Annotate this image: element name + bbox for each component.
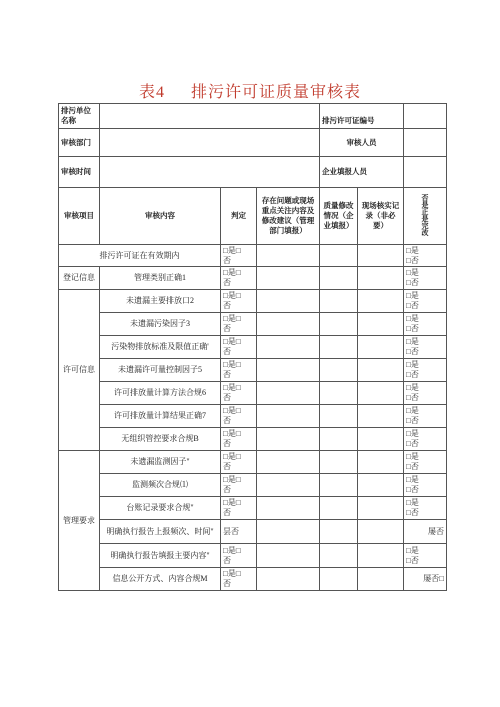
judgement-cell xyxy=(221,405,257,428)
row-content: 监测频次合规⑴ xyxy=(100,474,221,497)
quality-cell[interactable] xyxy=(320,544,358,568)
judgement-cell xyxy=(221,568,257,591)
auditor-value[interactable] xyxy=(404,129,447,157)
judgement-cell xyxy=(221,382,257,405)
quality-cell[interactable] xyxy=(320,382,358,405)
rectify-no-option[interactable]: □否 xyxy=(406,416,419,425)
header-row-unit xyxy=(59,104,447,129)
table-row xyxy=(59,544,447,568)
quality-cell[interactable] xyxy=(320,497,358,520)
judge-no-option[interactable]: 否 xyxy=(223,324,231,333)
table-row xyxy=(59,245,447,267)
filler-value[interactable] xyxy=(404,157,447,188)
col-judgement: 判定 xyxy=(221,188,257,245)
quality-cell[interactable] xyxy=(320,336,358,359)
row-content: 污染物排放标准及限值正确' xyxy=(100,336,221,359)
rectify-no-option[interactable]: □否 xyxy=(406,508,419,517)
judge-no-option[interactable]: 否 xyxy=(223,347,231,356)
quality-cell[interactable] xyxy=(320,428,358,451)
rectify-no-option[interactable]: □否 xyxy=(406,370,419,379)
rectify-no-option[interactable]: □否 xyxy=(406,393,419,402)
verify-cell[interactable] xyxy=(358,474,404,497)
quality-cell[interactable] xyxy=(320,451,358,474)
table-row xyxy=(59,382,447,405)
verify-cell[interactable] xyxy=(358,313,404,336)
dept-label: 审核部门 xyxy=(59,129,100,157)
document-title xyxy=(0,79,500,102)
unit-label: 排污单位名称 xyxy=(59,104,100,129)
issues-cell[interactable] xyxy=(257,474,320,497)
judge-no-option[interactable]: 否 xyxy=(223,278,231,287)
column-header-row xyxy=(59,188,447,245)
header-row-dept xyxy=(59,129,447,157)
verify-cell[interactable] xyxy=(358,568,404,591)
judge-no-option[interactable]: 否 xyxy=(223,370,231,379)
judge-yes-option[interactable]: □是□ xyxy=(223,475,241,484)
row-content: 明确执行报告填报主要内容" xyxy=(100,544,221,568)
rectify-cell xyxy=(404,451,447,474)
judgement-cell xyxy=(221,245,257,267)
judgement-cell xyxy=(221,428,257,451)
row-content: 管理类别正确1 xyxy=(100,267,221,290)
judge-yes-option[interactable]: □是□ xyxy=(223,406,241,415)
rectify-cell xyxy=(404,544,447,568)
col-quality: 质量修改情况（企业填报） xyxy=(320,188,358,245)
judge-yes-option[interactable]: □是□ xyxy=(223,545,241,555)
quality-cell[interactable] xyxy=(320,405,358,428)
judge-yes-option[interactable]: □是□ xyxy=(223,337,241,346)
rectify-cell xyxy=(404,568,447,591)
judge-no-option[interactable]: 否 xyxy=(223,485,231,494)
time-label: 审核时间 xyxy=(59,157,100,188)
judgement-cell xyxy=(221,313,257,336)
rectify-no-option[interactable]: □否 xyxy=(406,324,419,333)
rectify-text[interactable]: 屡否□ xyxy=(423,574,445,583)
judgement-cell xyxy=(221,290,257,313)
quality-cell[interactable] xyxy=(320,290,358,313)
rectify-yes-option[interactable]: □是 xyxy=(406,314,419,323)
permit-no-label: 排污许可证编号 xyxy=(320,104,404,129)
unit-value[interactable] xyxy=(100,104,320,129)
col-issues: 存在问题或现场重点关注内容及修改建议（管理部门填报） xyxy=(257,188,320,245)
issues-cell[interactable] xyxy=(257,497,320,520)
judge-yes-option[interactable]: □是□ xyxy=(223,429,241,438)
rectify-yes-option[interactable]: □是 xyxy=(406,475,419,484)
judge-no-option[interactable]: 否 xyxy=(223,393,231,402)
verify-cell[interactable] xyxy=(358,428,404,451)
judge-yes-option[interactable]: □是□ xyxy=(223,498,241,507)
table-row xyxy=(59,267,447,290)
judgement-cell xyxy=(221,474,257,497)
row-content: 许可排放量计算结果正确7 xyxy=(100,405,221,428)
rectify-cell xyxy=(404,245,447,267)
row-content: 未遗漏污染因子3 xyxy=(100,313,221,336)
quality-cell[interactable] xyxy=(320,267,358,290)
rectify-yes-option[interactable]: □是 xyxy=(406,452,419,461)
verify-cell[interactable] xyxy=(358,359,404,382)
quality-cell[interactable] xyxy=(320,568,358,591)
issues-cell[interactable] xyxy=(257,568,320,591)
row-content: 排污许可证在有效期内 xyxy=(59,245,221,267)
time-value[interactable] xyxy=(100,157,320,188)
quality-cell[interactable] xyxy=(320,520,358,544)
rectify-no-option[interactable]: □否 xyxy=(406,347,419,356)
table-row xyxy=(59,290,447,313)
verify-cell[interactable] xyxy=(358,267,404,290)
quality-cell[interactable] xyxy=(320,474,358,497)
table-row xyxy=(59,568,447,591)
verify-cell[interactable] xyxy=(358,245,404,267)
issues-cell[interactable] xyxy=(257,405,320,428)
rectify-cell xyxy=(404,520,447,544)
rectify-no-option[interactable]: □否 xyxy=(406,485,419,494)
table-row xyxy=(59,474,447,497)
judgement-cell xyxy=(221,336,257,359)
rectify-no-option[interactable]: □否 xyxy=(406,439,419,448)
row-content: 明确执行报告上报频次、时间" xyxy=(100,520,221,544)
row-content: 无组织管控要求合规B xyxy=(100,428,221,451)
rectify-yes-option[interactable]: □是 xyxy=(406,360,419,369)
judgement-cell xyxy=(221,497,257,520)
judge-yes-option[interactable]: □是□ xyxy=(223,360,241,369)
verify-cell[interactable] xyxy=(358,451,404,474)
auditor-label: 审核人员 xyxy=(320,129,404,157)
rectify-no-option[interactable]: □否 xyxy=(406,462,419,471)
rectify-no-option[interactable]: □否 xyxy=(406,255,419,265)
dept-value[interactable] xyxy=(100,129,320,157)
judge-no-option[interactable]: 否 xyxy=(223,416,231,425)
issues-cell[interactable] xyxy=(257,382,320,405)
rectify-yes-option[interactable]: □是 xyxy=(406,429,419,438)
judgement-cell xyxy=(221,359,257,382)
issues-cell[interactable] xyxy=(257,290,320,313)
rectify-cell xyxy=(404,497,447,520)
row-content: 许可排放量计算方法合规6 xyxy=(100,382,221,405)
rectify-yes-option[interactable]: □是 xyxy=(406,498,419,507)
issues-cell[interactable] xyxy=(257,520,320,544)
row-group-label: 登记信息 xyxy=(59,267,100,290)
rectify-yes-option[interactable]: □是 xyxy=(406,383,419,392)
table-row xyxy=(59,520,447,544)
col-verify: 现场核实记录（非必要） xyxy=(358,188,404,245)
issues-cell[interactable] xyxy=(257,359,320,382)
verify-cell[interactable] xyxy=(358,520,404,544)
judge-yes-option[interactable]: □是□ xyxy=(223,314,241,323)
judge-no-option[interactable]: 否 xyxy=(223,439,231,448)
rectify-text[interactable]: 屡否 xyxy=(428,526,445,536)
table-row xyxy=(59,497,447,520)
issues-cell[interactable] xyxy=(257,428,320,451)
rectify-cell xyxy=(404,405,447,428)
col-item: 审核项目 xyxy=(59,188,100,245)
rectify-cell xyxy=(404,359,447,382)
verify-cell[interactable] xyxy=(358,544,404,568)
table-row xyxy=(59,336,447,359)
quality-cell[interactable] xyxy=(320,313,358,336)
rectify-yes-option[interactable]: □是 xyxy=(406,545,419,555)
verify-cell[interactable] xyxy=(358,290,404,313)
judgement-cell xyxy=(221,451,257,474)
judge-yes-option[interactable]: □是□ xyxy=(223,452,241,461)
judge-no-option[interactable]: 否 xyxy=(223,301,231,310)
table-row xyxy=(59,405,447,428)
table-number: 表4 xyxy=(138,84,165,101)
issues-cell[interactable] xyxy=(257,313,320,336)
row-content: 未遗漏许可量控制因子5 xyxy=(100,359,221,382)
rectify-no-option[interactable]: □否 xyxy=(406,555,419,565)
issues-cell[interactable] xyxy=(257,544,320,568)
row-group-label: 管理要求 xyxy=(59,451,100,591)
quality-cell[interactable] xyxy=(320,359,358,382)
judge-no-option[interactable]: 否 xyxy=(223,508,231,517)
rectify-yes-option[interactable]: □是 xyxy=(406,291,419,300)
judge-yes-option[interactable]: □是□ xyxy=(223,291,241,300)
filler-label: 企业填报人员 xyxy=(320,157,404,188)
row-content: 未遗漏主要排放口2 xyxy=(100,290,221,313)
table-row xyxy=(59,428,447,451)
verify-cell[interactable] xyxy=(358,382,404,405)
judge-no-option[interactable]: 否 xyxy=(223,462,231,471)
verify-cell[interactable] xyxy=(358,405,404,428)
rectify-cell xyxy=(404,267,447,290)
table-row xyxy=(59,359,447,382)
rectify-yes-option[interactable]: □是 xyxy=(406,337,419,346)
judge-yes-option[interactable]: □是□ xyxy=(223,569,241,578)
judge-no-option[interactable]: 否 xyxy=(223,255,231,265)
row-group-label: 许可信息 xyxy=(59,290,100,451)
rectify-cell xyxy=(404,336,447,359)
row-content: 台账记录要求合规" xyxy=(100,497,221,520)
row-content: 未遗漏监测因子" xyxy=(100,451,221,474)
issues-cell[interactable] xyxy=(257,245,320,267)
header-row-time xyxy=(59,157,447,188)
judgement-cell xyxy=(221,544,257,568)
verify-cell[interactable] xyxy=(358,336,404,359)
judgement-cell xyxy=(221,267,257,290)
col-rectify xyxy=(404,188,447,245)
rectify-yes-option[interactable]: □是 xyxy=(406,245,419,255)
rectify-yes-option[interactable]: □是 xyxy=(406,268,419,277)
issues-cell[interactable] xyxy=(257,267,320,290)
issues-cell[interactable] xyxy=(257,336,320,359)
col-content: 审核内容 xyxy=(100,188,221,245)
rectify-yes-option[interactable]: □是 xyxy=(406,406,419,415)
issues-cell[interactable] xyxy=(257,451,320,474)
judge-yes-option[interactable]: □是□ xyxy=(223,268,241,277)
col-rectify-text: 否是正是完改 xyxy=(421,193,430,236)
judgement-text[interactable]: 昙否 xyxy=(223,526,239,536)
table-row xyxy=(59,451,447,474)
judge-yes-option[interactable]: □是□ xyxy=(223,383,241,392)
rectify-no-option[interactable]: □否 xyxy=(406,301,419,310)
table-title-text: 排污许可证质量审核表 xyxy=(191,84,362,101)
rectify-cell xyxy=(404,382,447,405)
judge-yes-option[interactable]: □是□ xyxy=(223,245,241,255)
verify-cell[interactable] xyxy=(358,497,404,520)
rectify-cell xyxy=(404,313,447,336)
row-content: 信息公开方式、内容合规M xyxy=(100,568,221,591)
quality-cell[interactable] xyxy=(320,245,358,267)
permit-no-value[interactable] xyxy=(404,104,447,129)
rectify-no-option[interactable]: □否 xyxy=(406,278,419,287)
judge-no-option[interactable]: 否 xyxy=(223,579,231,588)
judgement-cell xyxy=(221,520,257,544)
rectify-cell xyxy=(404,290,447,313)
rectify-cell xyxy=(404,474,447,497)
rectify-cell xyxy=(404,428,447,451)
audit-table xyxy=(58,103,447,591)
table-row xyxy=(59,313,447,336)
judge-no-option[interactable]: 否 xyxy=(223,555,231,565)
